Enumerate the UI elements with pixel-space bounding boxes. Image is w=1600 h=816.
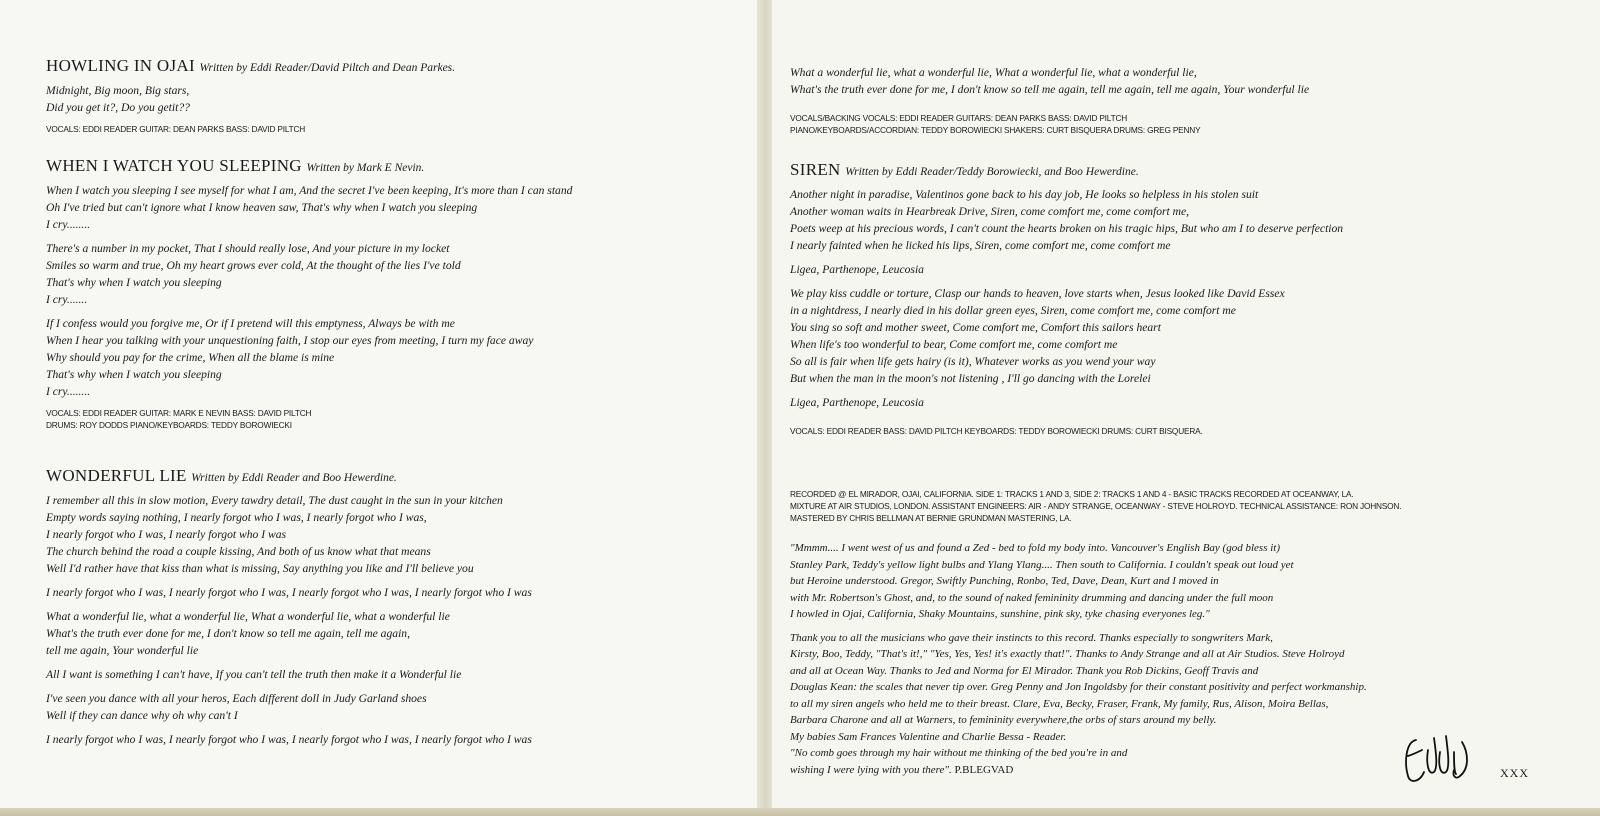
thanks-text: Thank you to all the musicians who gave their instincts to this record. Thanks especially to songwriters Mark, Kirsty, Boo, Teddy, "That's it!," "Yes, Yes, Yes! it's exactly that!". Thanks to Andy Strange and all at Air Studios. Steve Holroyd and all at Ocean Way. Thanks to Jed and Norma for El Mirador. Thank you Rob Dickins, Geoff Travis and Douglas Kean: the scales that never tip over. Greg Penny and Jon Ingoldsby for their constant positivity and perfect workmanship. to all my siren angels who held me to their breast. Clare, Eva, Becky, Fraser, Frank, My family, Rus, Alison, Moira Bellas, Barbara Charone and all at Warners, to femininity everywhere,the orbs of stars around my belly. My babies Sam Frances Valentine and Charlie Bessa - Reader. [790, 631, 1367, 743]
liner-note: "Mmmm.... I went west of us and found a Zed - bed to fold my body into. Vancouver's English Bay (god bless it) Stanley Park, Teddy's yellow light bulbs and Ylang Ylang.... Then south to California. I couldn't speak out loud yet but Heroine understood. Gregor, Swiftly Punching, Ronbo, Ted, Dave, Dean, Kurt and I moved in with Mr. Robertson's Ghost, and, to the sound of naked femininity drumming and dancing under the full moon I howled in Ojai, California, Shaky Mountains, sunshine, pink sky, tyke chasing everyones leg." [790, 542, 1294, 620]
song-title-text: HOWLING IN OJAI [46, 56, 195, 75]
stanza: I've seen you dance with all your heros, Each different doll in Judy Garland shoes Well if they can dance why oh why can't I [46, 692, 427, 722]
song-siren [790, 160, 1590, 437]
booklet-bottom-edge [0, 808, 1600, 816]
stanza: Ligea, Parthenope, Leucosia [790, 263, 924, 276]
song-wonderful-lie [46, 466, 746, 755]
stanza: I nearly forgot who I was, I nearly forgot who I was, I nearly forgot who I was, I nearly forgot who I was [46, 586, 532, 599]
song-title [46, 156, 746, 176]
stanza: When I watch you sleeping I see myself for what I am, And the secret I've been keeping, It's more than I can stand Oh I've tried but can't ignore what I know heaven saw, That's why when I watch you sleeping I cry........ [46, 184, 573, 231]
song-lyrics [46, 492, 746, 748]
song-title [790, 160, 1590, 180]
right-page [772, 0, 1600, 816]
song-personnel: VOCALS: EDDI READER GUITAR: DEAN PARKS BASS: DAVID PILTCH [46, 124, 306, 134]
song-howling-in-ojai [46, 56, 746, 135]
song-title-text: WHEN I WATCH YOU SLEEPING [46, 156, 302, 175]
song-credit: Written by Mark E Nevin. [306, 162, 425, 174]
stanza: If I confess would you forgive me, Or if I pretend will this emptyness, Always be with me When I hear you talking with your unquestioning faith, I stop our eyes from meeting, I turn my face away Why should you pay for the crime, When all the blame is mine That's why when I watch you sleeping I cry........ [46, 317, 534, 398]
song-lyrics [790, 186, 1590, 411]
song-title [46, 56, 746, 76]
stanza: I nearly forgot who I was, I nearly forgot who I was, I nearly forgot who I was, I nearly forgot who I was [46, 733, 532, 746]
stanza: Ligea, Parthenope, Leucosia [790, 396, 924, 409]
quote-text: "No comb goes through my hair without me thinking of the bed you're in and wishing I were lying with you there". [790, 747, 1128, 776]
song-lyrics [46, 82, 746, 116]
song-lyrics [46, 182, 746, 400]
sign-off: XXX [1500, 766, 1529, 780]
stanza: I remember all this in slow motion, Every tawdry detail, The dust caught in the sun in your kitchen Empty words saying nothing, I nearly forgot who I was, I nearly forgot who I was, I nearly forgot who I was, I nearly forgot who I was The church behind the road a couple kissing, And both of us know what that means Well I'd rather have that kiss than what is missing, Say anything you like and I'll believe you [46, 494, 503, 575]
song-credit: Written by Eddi Reader and Boo Hewerdine. [191, 472, 397, 484]
song-wonderful-lie-continued [790, 64, 1590, 136]
song-title [46, 466, 746, 486]
stanza: Midnight, Big moon, Big stars, Did you get it?, Do you getit?? [46, 84, 190, 114]
stanza: What a wonderful lie, what a wonderful lie, What a wonderful lie, what a wonderful lie, What's the truth ever done for me, I don't know so tell me again, tell me again, tell me again, Your wonderful lie [790, 66, 1310, 96]
stanza: We play kiss cuddle or torture, Clasp our hands to heaven, love starts when, Jesus looked like David Essex in a nightdress, I nearly died in his dollar green eyes, Siren, come comfort me, come comfort me You sing so soft and mother sweet, Come comfort me, Comfort this sailors heart When life's too wonderful to bear, Come comfort me, come comfort me So all is fair when life gets hairy (is it), Whatever works as you wend your way But when the man in the moon's not listening , I'll go dancing with the Lorelei [790, 287, 1285, 385]
song-credit: Written by Eddi Reader/Teddy Borowiecki, and Boo Hewerdine. [845, 166, 1139, 178]
song-personnel: VOCALS/BACKING VOCALS: EDDI READER GUITARS: DEAN PARKS BASS: DAVID PILTCH PIANO/KEYBOARDS/ACCORDIAN: TEDDY BOROWIECKI SHAKERS: CURT BISQUERA DRUMS: GREG PENNY [790, 113, 1201, 135]
recording-notes: RECORDED @ EL MIRADOR, OJAI, CALIFORNIA. SIDE 1: TRACKS 1 AND 3, SIDE 2: TRACKS 1 AND 4 - BASIC TRACKS RECORDED AT OCEANWAY, LA. MIXTURE AT AIR STUDIOS, LONDON. ASSISTANT ENGINEERS: AIR - ANDY STRANGE, OCEANWAY - STEVE HOLROYD. TECHNICAL ASSISTANCE: RON JOHNSON. MASTERED BY CHRIS BELLMAN AT BERNIE GRUNDMAN MASTERING, LA. [790, 489, 1402, 523]
eddi-signature [1398, 732, 1478, 788]
song-lyrics [790, 64, 1590, 98]
stanza: What a wonderful lie, what a wonderful lie, What a wonderful lie, what a wonderful lie What's the truth ever done for me, I don't know so tell me again, tell me again, tell me again, Your wonderful lie [46, 610, 450, 657]
left-page [0, 0, 762, 816]
song-when-i-watch-you-sleeping [46, 156, 746, 431]
stanza: Another night in paradise, Valentinos gone back to his day job, He looks so helpless in his stolen suit Another woman waits in Hearbreak Drive, Siren, come comfort me, come comfort me, Poets weep at his precious words, I can't count the hearts broken on his tragic hips, But who am I to deserve perfection I nearly fainted when he licked his lips, Siren, come comfort me, come comfort me [790, 188, 1344, 252]
song-personnel: VOCALS: EDDI READER BASS: DAVID PILTCH KEYBOARDS: TEDDY BOROWIECKI DRUMS: CURT BISQUERA. [790, 426, 1203, 436]
stanza: There's a number in my pocket, That I should really lose, And your picture in my locket Smiles so warm and true, Oh my heart grows ever cold, At the thought of the lies I've told That's why when I watch you sleeping I cry....... [46, 242, 461, 306]
quote-attribution: P.BLEGVAD [954, 763, 1014, 776]
song-title-text: WONDERFUL LIE [46, 466, 187, 485]
song-personnel: VOCALS: EDDI READER GUITAR: MARK E NEVIN BASS: DAVID PILTCH DRUMS: ROY DODDS PIANO/KEYBOARDS: TEDDY BOROWIECKI [46, 408, 312, 430]
stanza: All I want is something I can't have, If you can't tell the truth then make it a Wonderful lie [46, 668, 462, 681]
song-title-text: SIREN [790, 160, 841, 179]
song-credit: Written by Eddi Reader/David Piltch and Dean Parkes. [199, 62, 456, 74]
